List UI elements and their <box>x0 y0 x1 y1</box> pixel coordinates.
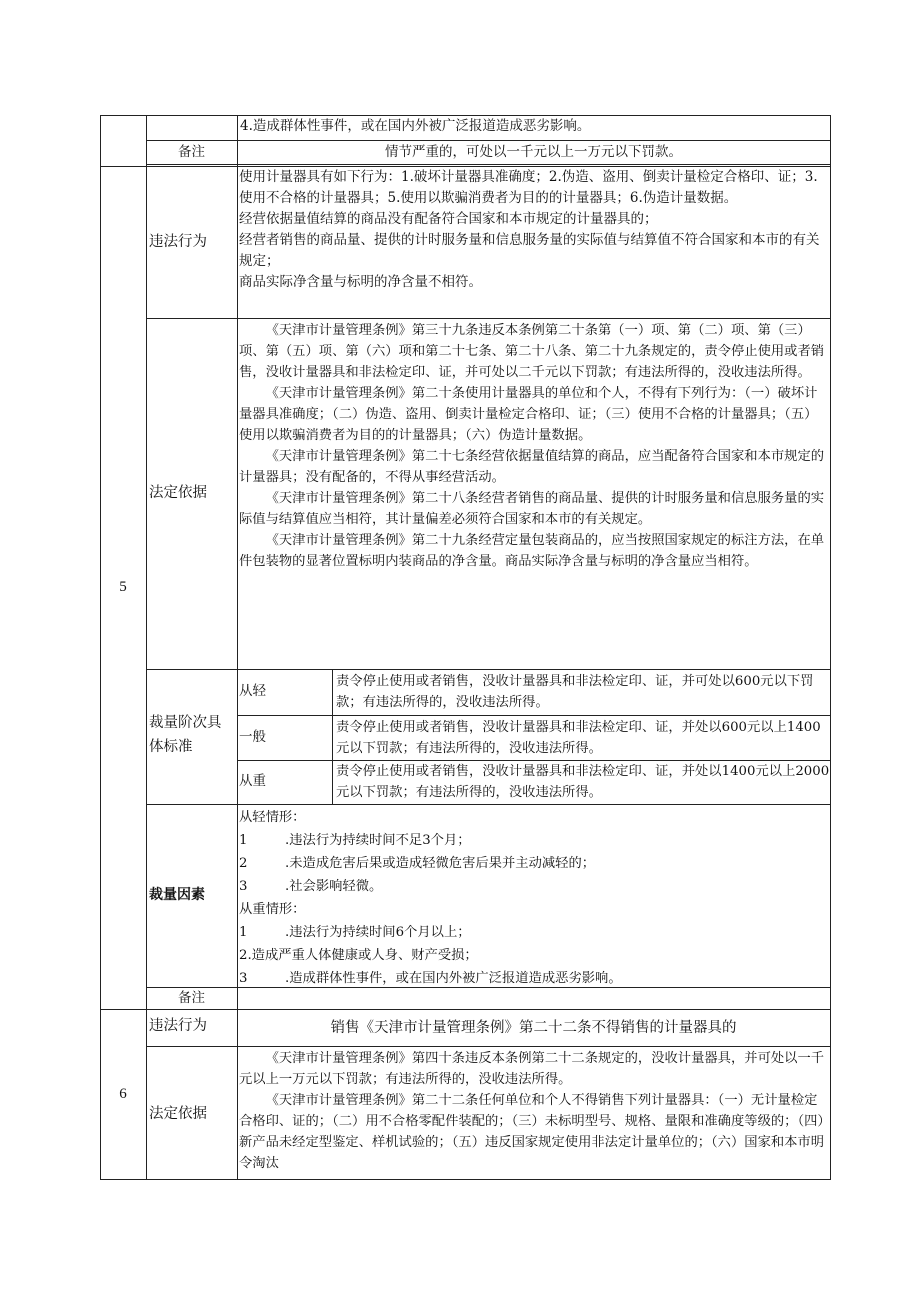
section-6-violation-label: 违法行为 <box>149 1018 207 1034</box>
lighter-item: 2 .未造成危害后果或造成轻微危害后果并主动减轻的； <box>239 856 596 871</box>
section-5-factors-text <box>239 806 830 987</box>
basis-paragraph: 《天津市计量管理条例》第二十八条经营者销售的商品量、提供的计时服务量和信息服务量的实际值与结算值应当相符，其计量偏差必须符合国家和本市的有关规定。 <box>239 491 825 527</box>
basis-paragraph: 《天津市计量管理条例》第二十九条经营定量包装商品的，应当按照国家规定的标注方法，在单件包装物的显著位置标明内装商品的净含量。商品实际净含量与标明的净含量应当相符。 <box>239 533 825 569</box>
top-violation-text: 4.造成群体性事件，或在国内外被广泛报道造成恶劣影响。 <box>240 118 591 134</box>
section-5-violation-text <box>239 167 830 318</box>
basis-paragraph: 《天津市计量管理条例》第三十九条违反本条例第二十条第（一）项、第（二）项、第（三）项、第（五）项、第（六）项和第二十七条、第二十八条、第二十九条规定的，责令停止使用或者销售，没收计量器具和非法检定印、证，并可处以二千元以下罚款；有违法所得的，没收违法所得。 <box>239 323 825 380</box>
section-5-factors-label: 裁量因素 <box>149 887 205 903</box>
level-name-heavier: 从重 <box>239 773 266 789</box>
heavier-title: 从重情形： <box>239 902 306 917</box>
level-text-heavier: 责令停止使用或者销售，没收计量器具和非法检定印、证，并处以1400元以上2000元以下罚款；有违法所得的，没收违法所得。 <box>336 764 830 800</box>
section-5-number: 5 <box>119 579 127 595</box>
heavier-item: 1 .违法行为持续时间6个月以上； <box>239 925 471 940</box>
basis-paragraph: 《天津市计量管理条例》第四十条违反本条例第二十二条规定的，没收计量器具，并可处以一千元以上一万元以下罚款；有违法所得的，没收违法所得。 <box>239 1051 825 1087</box>
level-text-lighter: 责令停止使用或者销售，没收计量器具和非法检定印、证，并可处以600元以下罚款；有违法所得的，没收违法所得。 <box>336 674 814 710</box>
level-text-general: 责令停止使用或者销售，没收计量器具和非法检定印、证，并处以600元以上1400元以下罚款；有违法所得的，没收违法所得。 <box>336 720 821 756</box>
violation-line: 经营依据量值结算的商品没有配备符合国家和本市规定的计量器具的； <box>239 211 658 227</box>
violation-line: 商品实际净含量与标明的净含量不相符。 <box>239 274 482 290</box>
section-5-remark-label: 备注 <box>178 989 205 1006</box>
basis-paragraph: 《天津市计量管理条例》第二十七条经营依据量值结算的商品，应当配备符合国家和本市规定的计量器具；没有配备的，不得从事经营活动。 <box>239 449 825 485</box>
section-5-remark-text <box>239 987 830 1009</box>
section-5-basis-label: 法定依据 <box>149 485 207 501</box>
basis-paragraph: 《天津市计量管理条例》第二十二条任何单位和个人不得销售下列计量器具：（一）无计量检定合格印、证的；（二）用不合格零配件装配的；（三）未标明型号、规格、量限和准确度等级的；（四）新产品未经定型鉴定、样机试验的；（五）违反国家规定使用非法定计量单位的；（六）国家和本市明令淘汰 <box>239 1093 825 1171</box>
section-6-basis-text <box>239 1048 830 1179</box>
top-remark-label: 备注 <box>178 144 205 160</box>
violation-line: 使用计量器具有如下行为：1.破坏计量器具准确度；2.伪造、盗用、倒卖计量检定合格印、证；3.使用不合格的计量器具；5.使用以欺骗消费者为目的的计量器具；6.伪造计量数据。 <box>239 169 818 206</box>
lighter-title: 从轻情形： <box>239 810 306 825</box>
lighter-item: 1 .违法行为持续时间不足3个月； <box>239 833 471 848</box>
section-6-violation-text: 销售《天津市计量管理条例》第二十二条不得销售的计量器具的 <box>330 1019 737 1036</box>
level-name-lighter: 从轻 <box>239 683 266 699</box>
violation-line: 经营者销售的商品量、提供的计时服务量和信息服务量的实际值与结算值不符合国家和本市的有关规定； <box>239 232 820 269</box>
section-5-violation-label: 违法行为 <box>149 234 207 250</box>
lighter-item: 3 .社会影响轻微。 <box>239 879 383 894</box>
level-name-general: 一般 <box>239 729 266 745</box>
section-6-number: 6 <box>119 1085 127 1102</box>
basis-paragraph: 《天津市计量管理条例》第二十条使用计量器具的单位和个人，不得有下列行为：（一）破坏计量器具准确度；（二）伪造、盗用、倒卖计量检定合格印、证；（三）使用不合格的计量器具；（五）使用以欺骗消费者为目的的计量器具；（六）伪造计量数据。 <box>239 386 818 443</box>
section-6-basis-label: 法定依据 <box>149 1106 207 1122</box>
heavier-item: 3 .造成群体性事件，或在国内外被广泛报道造成恶劣影响。 <box>239 971 622 986</box>
section-5-penalty-label: 裁量阶次具体标准 <box>149 715 222 755</box>
section-5-basis-text <box>239 320 830 668</box>
top-remark-text: 情节严重的，可处以一千元以上一万元以下罚款。 <box>385 144 682 160</box>
heavier-item: 2.造成严重人体健康或人身、财产受损； <box>239 948 478 963</box>
